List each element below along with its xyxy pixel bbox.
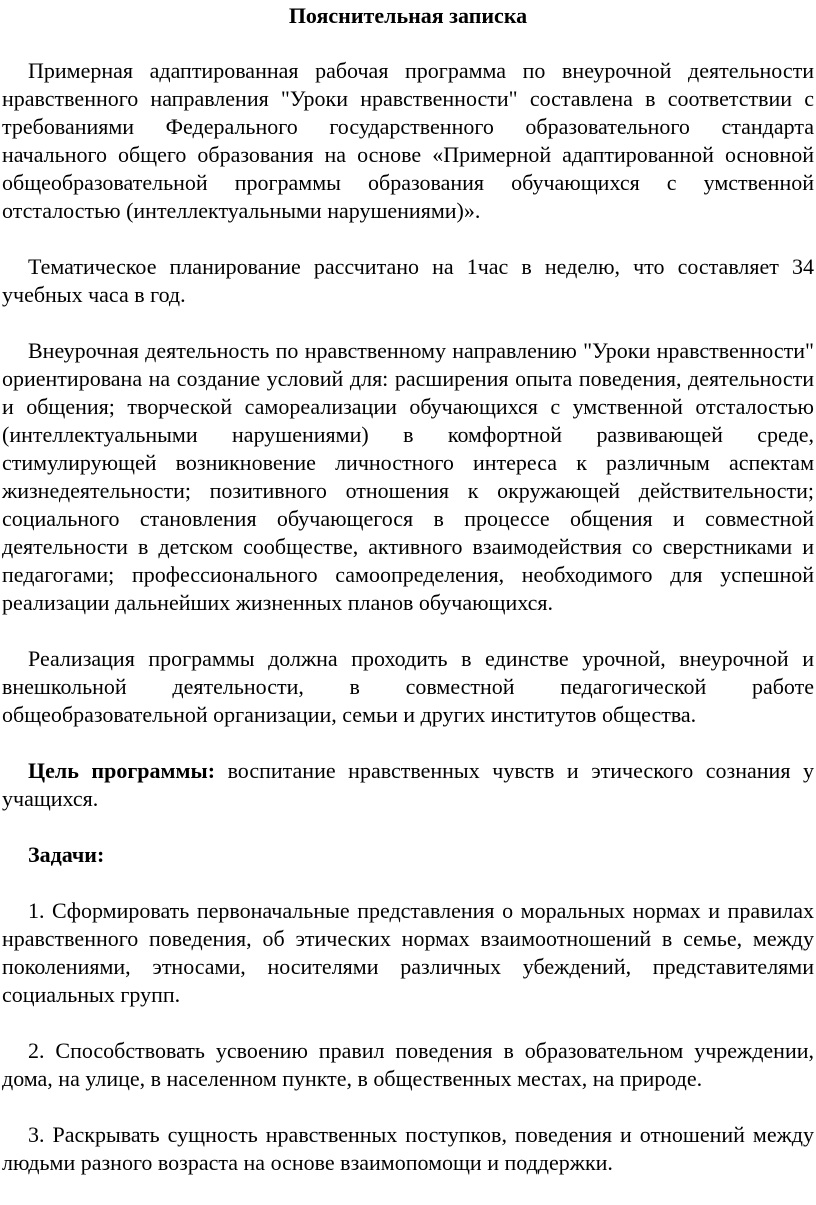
- paragraph-implementation: Реализация программы должна проходить в единстве урочной, внеурочной и внешкольной деятельности, в совместной педагогической работе общеобразовательной организации, семьи и других институтов общества.: [2, 646, 814, 727]
- paragraph-spacer: [2, 1093, 814, 1121]
- paragraph-spacer: [2, 729, 814, 757]
- task-item-3: 3. Раскрывать сущность нравственных поступков, поведения и отношений между людьми разного возраста на основе взаимопомощи и поддержки.: [2, 1122, 814, 1175]
- paragraph-spacer: [2, 813, 814, 841]
- tasks-heading: Задачи:: [28, 842, 105, 867]
- document-title: Пояснительная записка: [288, 3, 528, 28]
- paragraph-hours: Тематическое планирование рассчитано на 1час в неделю, что составляет 34 учебных часа в год.: [2, 254, 814, 307]
- paragraph-spacer: [2, 1009, 814, 1037]
- task-item-2: 2. Способствовать усвоению правил поведения в образовательном учреждении, дома, на улице, в населенном пункте, в общественных местах, на природе.: [2, 1038, 814, 1091]
- paragraph-program-basis: Примерная адаптированная рабочая программа по внеурочной деятельности нравственного направления "Уроки нравственности" составлена в соответствии с требованиями Федерального государственного образовательного стандарта начального общего образования на основе «Примерной адаптированной основной общеобразовательной программы образования обучающихся с умственной отсталостью (интеллектуальными нарушениями)».: [2, 58, 814, 223]
- paragraph-spacer: [2, 309, 814, 337]
- paragraph-spacer: [2, 225, 814, 253]
- goal-text: воспитание нравственных чувств и этического сознания у учащихся.: [2, 758, 814, 811]
- goal-label: Цель программы:: [28, 758, 216, 783]
- paragraph-spacer: [2, 617, 814, 645]
- paragraph-spacer: [2, 869, 814, 897]
- paragraph-goal: [2, 757, 814, 813]
- paragraph-orientation: Внеурочная деятельность по нравственному направлению "Уроки нравственности" ориентирована на создание условий для: расширения опыта поведения, деятельности и общения; творческой самореализации обучающихся с умственной отсталостью (интеллектуальными нарушениями) в комфортной развивающей среде, стимулирующей возникновение личностного интереса к различным аспектам жизнедеятельности; позитивного отношения к окружающей действительности; социального становления обучающегося в процессе общения и совместной деятельности в детском сообществе, активного взаимодействия со сверстниками и педагогами; профессионального самоопределения, необходимого для успешной реализации дальнейших жизненных планов обучающихся.: [2, 338, 814, 615]
- task-item-1: 1. Сформировать первоначальные представления о моральных нормах и правилах нравственного поведения, об этических нормах взаимоотношений в семье, между поколениями, этносами, носителями различных убеждений, представителями социальных групп.: [2, 898, 814, 1007]
